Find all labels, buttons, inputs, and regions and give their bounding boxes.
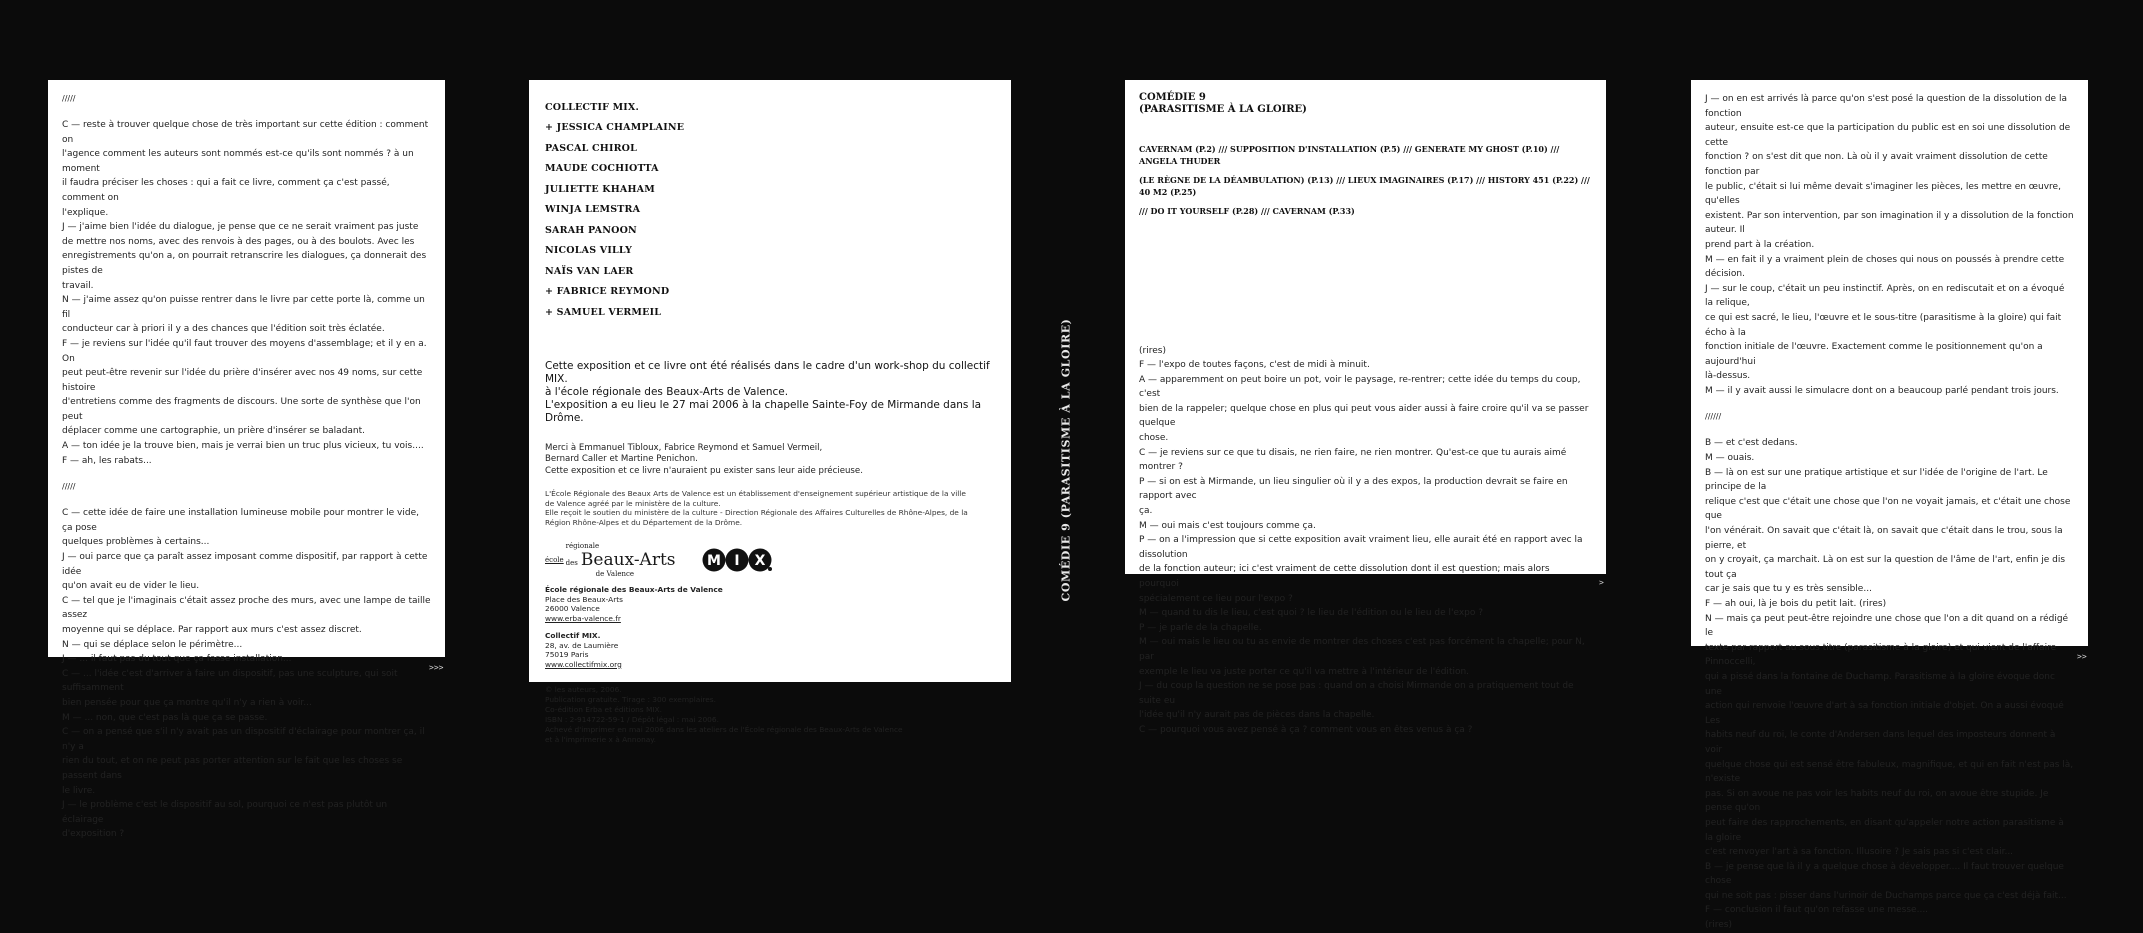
text-line: CAVERNAM (P.2) /// SUPPOSITION D'INSTALLATION (P.5) /// GENERATE MY GHOST (P.10) /// ANGELA THUDER bbox=[1139, 144, 1560, 166]
title-line: COMÉDIE 9 bbox=[1139, 92, 1206, 103]
text-line: spécialement ce lieu pour l'expo ? bbox=[1139, 593, 1293, 604]
logo-word-valence: de Valence bbox=[595, 570, 635, 578]
book-spine-title: COMÉDIE 9 (PARASITISME À LA GLOIRE) bbox=[1059, 318, 1073, 602]
text-line: conducteur car à priori il y a des chances que l'édition soit très éclatée. bbox=[62, 324, 385, 335]
text-line: M — ouais. bbox=[1705, 453, 1755, 464]
text-line: C — tel que je l'imaginais c'était assez proche des murs, avec une lampe de taille assez bbox=[62, 595, 431, 621]
table-of-contents bbox=[1139, 144, 1592, 218]
ecole-beaux-arts-logo bbox=[545, 542, 676, 578]
text-line: COLLECTIF MIX. bbox=[545, 101, 640, 113]
text-line: M — en fait il y a vraiment plein de choses qui nous on poussés à prendre cette décision. bbox=[1705, 254, 2065, 280]
text-line: MAUDE COCHIOTTA bbox=[545, 163, 659, 174]
text-line: Cette exposition et ce livre n'auraient pu exister sans leur aide précieuse. bbox=[545, 465, 863, 476]
address-name: Collectif MIX. bbox=[545, 631, 601, 640]
text-line: car je sais que tu y es très sensible... bbox=[1705, 584, 1872, 595]
text-line: M — oui mais c'est toujours comme ça. bbox=[1139, 520, 1316, 531]
text-line: M — il y avait aussi le simulacre dont on a beaucoup parlé pendant trois jours. bbox=[1705, 385, 2059, 396]
text-line: A — ton idée je la trouve bien, mais je verrai bien un truc plus vicieux, tu vois.... bbox=[62, 441, 424, 452]
text-line: il faudra préciser les choses : qui a fait ce livre, comment ça c'est passé, comment on bbox=[62, 178, 390, 203]
text-line: relique c'est que c'était une chose que l'on ne voyait jamais, et c'était une chose que bbox=[1705, 496, 2071, 522]
text-line: C — cette idée de faire une installation lumineuse mobile pour montrer le vide, ça pose bbox=[62, 508, 419, 533]
dialogue-block bbox=[1139, 344, 1592, 738]
page-dialogue-left bbox=[48, 80, 445, 840]
text-line: de la fonction auteur; ici c'est vraiment de cette dissolution dont il est question; mais alors pourquoi bbox=[1139, 564, 1550, 589]
next-page-link[interactable]: >>> bbox=[429, 663, 444, 672]
text-line: P — si on est à Mirmande, un lieu singulier où il y a des expos, la production devrait se faire en rapport avec bbox=[1139, 476, 1568, 502]
text-line: d'entretiens comme des fragments de discours. Une sorte de synthèse que l'on peut bbox=[62, 397, 421, 422]
text-line: ISBN : 2-914722-59-1 / Dépôt légal : mai 2006. bbox=[545, 715, 719, 724]
text-line: C — je reviens sur ce que tu disais, ne rien faire, ne rien montrer. Qu'est-ce que tu aurais aimé montrer ? bbox=[1139, 447, 1567, 473]
address-city: 75019 Paris bbox=[545, 650, 589, 659]
text-line: F — je reviens sur l'idée qu'il faut trouver des moyens d'assemblage; et il y en a. On bbox=[62, 338, 427, 364]
text-line: C — pourquoi vous avez pensé à ça ? comment vous en êtes venus à ça ? bbox=[1139, 724, 1473, 735]
mix-logo bbox=[702, 547, 772, 573]
text-line: J — du coup la question ne se pose pas : quand on a choisi Mirmande on a pratiquement tout de suite eu bbox=[1139, 681, 1574, 706]
text-line: de Valence agréé par le ministère de la culture. bbox=[545, 498, 721, 508]
text-line: ça. bbox=[1139, 506, 1153, 517]
text-line: là-dessus. bbox=[1705, 371, 1751, 382]
next-page-link[interactable]: > bbox=[1599, 578, 1604, 587]
text-line: N — qui se déplace selon le périmètre... bbox=[62, 639, 243, 650]
text-line: l'idée qu'il n'y aurait pas de pièces dans la chapelle. bbox=[1139, 710, 1375, 721]
text-line: J — sur le coup, c'était un peu instinctif. Après, on en rediscutait et on a évoqué la relique, bbox=[1705, 283, 2065, 309]
text-line: L'École Régionale des Beaux Arts de Valence est un établissement d'enseignement supérieur artistique de la ville bbox=[545, 489, 966, 498]
mix-logo-letter-m: M bbox=[706, 553, 721, 569]
text-line: B — là on est sur une pratique artistique et sur l'idée de l'origine de l'art. Le principe de la bbox=[1705, 467, 2048, 493]
text-line: Publication gratuite. Tirage : 300 exemplaires. bbox=[545, 695, 716, 704]
text-line: J — on en est arrivés là parce qu'on s'est posé la question de la dissolution de la fonction bbox=[1705, 94, 2067, 119]
text-line: B — et c'est dedans. bbox=[1705, 438, 1798, 449]
logo-word-regionale: régionale bbox=[565, 542, 600, 550]
text-line: P — on a l'impression que si cette exposition avait vraiment lieu, elle aurait été en rapport avec la dissolution bbox=[1139, 535, 1583, 560]
text-line: bien pensée pour que ça montre qu'il n'y a rien à voir... bbox=[62, 697, 312, 708]
text-line: travail. bbox=[62, 280, 94, 291]
text-line: WINJA LEMSTRA bbox=[545, 204, 641, 215]
text-line: N — mais ça peut peut-être rejoindre une chose que l'on a dit quand on a rédigé le bbox=[1705, 613, 2069, 639]
address-city: 26000 Valence bbox=[545, 604, 600, 613]
address-street: 28, av. de Laumière bbox=[545, 640, 619, 650]
text-line: quelques problèmes à certains... bbox=[62, 537, 210, 548]
subtitle-line: (PARASITISME À LA GLOIRE) bbox=[1139, 104, 1307, 115]
text-line: le livre. bbox=[62, 785, 96, 796]
text-line: exemple le lieu va juste porter ce qu'il va mettre à l'intérieur de l'édition. bbox=[1139, 666, 1470, 677]
text-line: /// DO IT YOURSELF (P.28) /// CAVERNAM (P.33) bbox=[1139, 206, 1355, 216]
text-line: fonction initiale de l'œuvre. Exactement comme le positionnement qu'on a aujourd'hui bbox=[1705, 342, 2043, 367]
text-line: enregistrements qu'on a, on pourrait retranscrire les dialogues, ça donnerait des pistes de bbox=[62, 251, 427, 276]
text-line: fonction ? on s'est dit que non. Là où il y avait vraiment dissolution de cette fonction par bbox=[1705, 152, 2048, 177]
logo-word-ecole: école bbox=[545, 556, 564, 564]
text-line: J — j'aime bien l'idée du dialogue, je pense que ce ne serait vraiment pas juste bbox=[62, 222, 419, 233]
text-line: M — quand tu dis le lieu, c'est quoi ? le lieu de l'édition ou le lieu de l'expo ? bbox=[1139, 608, 1484, 619]
text-line: J — ... il faut pas du tout que ça fasse installation... bbox=[62, 654, 292, 665]
text-line: Achevé d'imprimer en mai 2006 dans les ateliers de l'École régionale des Beaux-Arts de Valence bbox=[545, 725, 903, 734]
section-separator: ///// bbox=[62, 482, 76, 492]
text-line: B — je pense que là il y a quelque chose à développer.... Il faut trouver quelque chose bbox=[1705, 861, 2064, 887]
text-line: le public, c'était si lui même devait s'imaginer les pièces, les mettre en œuvre, qu'elles bbox=[1705, 181, 2061, 207]
text-line: Cette exposition et ce livre ont été réalisés dans le cadre d'un work-shop du collectif MIX. bbox=[545, 359, 990, 385]
text-line: qu'on avait eu de vider le lieu. bbox=[62, 581, 200, 592]
page-title-contents bbox=[1125, 80, 1606, 735]
text-line: P — je parle de la chapelle. bbox=[1139, 622, 1262, 633]
text-line: existent. Par son intervention, par son imagination il y a dissolution de la fonction auteur. Il bbox=[1705, 210, 2074, 236]
text-line: NICOLAS VILLY bbox=[545, 245, 633, 256]
text-line: JULIETTE KHAHAM bbox=[545, 183, 655, 195]
text-line: qui ne soit pas : pisser dans l'urinoir de Duchamps parce que ça c'est déjà fait... bbox=[1705, 890, 2067, 901]
text-line: A — apparemment on peut boire un pot, voir le paysage, re-rentrer; cette idée du temps du coup, c'est bbox=[1139, 374, 1581, 400]
text-line: l'on vénérait. On savait que c'était là, on savait que c'était dans le trou, sous la pierre, et bbox=[1705, 526, 2063, 551]
text-line: NAÏS VAN LAER bbox=[545, 265, 634, 277]
text-line: M — ... non, que c'est pas là que ça se passe. bbox=[62, 712, 268, 723]
text-line: peut faire des rapprochements, en disant qu'appeler notre action parasitisme à la gloire bbox=[1705, 817, 2064, 843]
text-line: d'exposition ? bbox=[62, 829, 125, 840]
text-line: auteur, ensuite est-ce que la participation du public est en soi une dissolution de cette bbox=[1705, 123, 2071, 148]
section-separator: ////// bbox=[1705, 412, 1722, 422]
text-line: Elle reçoit le soutien du ministère de la culture - Direction Régionale des Affaires Culturelles de Rhône-Alpes, de la bbox=[545, 508, 968, 517]
text-line: rien du tout, et on ne peut pas porter attention sur le fait que les choses se passent dans bbox=[62, 756, 403, 781]
book-title bbox=[1139, 92, 1592, 116]
text-line: on y croyait, ça marchait. Là on est sur la question de l'âme de l'art, enfin je dis tout ça bbox=[1705, 555, 2066, 580]
institution-note bbox=[545, 489, 995, 527]
text-line: moyenne qui se déplace. Par rapport aux murs c'est assez discret. bbox=[62, 625, 362, 635]
text-line: et à l'imprimerie x à Annonay. bbox=[545, 735, 656, 744]
colophon bbox=[545, 685, 995, 745]
dialogue-block bbox=[62, 118, 431, 468]
text-line: (rires) bbox=[1705, 920, 1732, 931]
text-line: (LE RÈGNE DE LA DÉAMBULATION) (P.13) /// LIEUX IMAGINAIRES (P.17) /// HISTORY 451 (P.22) /// 40 M2 (P.25) bbox=[1139, 175, 1590, 197]
text-line: texte par rapport au sous titre (parasitisme à la gloire) et qui vient de l'affaire Pinnoccelli, bbox=[1705, 642, 2057, 668]
mix-logo-letter-x: X bbox=[754, 553, 765, 569]
text-line: © les auteurs, 2006. bbox=[545, 685, 622, 694]
mix-website-link[interactable]: www.collectifmix.org bbox=[545, 659, 622, 669]
text-line: Bernard Caller et Martine Penichon. bbox=[545, 454, 698, 464]
text-line: C — on a pensé que s'il n'y avait pas un dispositif d'éclairage pour montrer ça, il n'y a bbox=[62, 727, 425, 752]
text-line: déplacer comme une cartographie, un prière d'insérer se baladant. bbox=[62, 426, 366, 437]
text-line: pas. Si on avoue ne pas voir les habits neuf du roi, on avoue être stupide. Je pense qu'on bbox=[1705, 788, 2049, 814]
text-line: C — reste à trouver quelque chose de très important sur cette édition : comment on bbox=[62, 120, 429, 145]
dialogue-block bbox=[1705, 436, 2074, 932]
text-line: Co-édition Erba et éditions MIX. bbox=[545, 705, 662, 714]
text-line: chose. bbox=[1139, 433, 1169, 444]
ecole-website-link[interactable]: www.erba-valence.fr bbox=[545, 613, 621, 623]
text-line: de mettre nos noms, avec des renvois à des pages, ou à des boulots. Avec les bbox=[62, 236, 415, 247]
text-line: SARAH PANOON bbox=[545, 224, 637, 236]
text-line: F — ah oui, là je bois du petit lait. (rires) bbox=[1705, 599, 1887, 609]
text-line: (rires) bbox=[1139, 345, 1166, 356]
dialogue-block bbox=[62, 506, 431, 842]
text-line: J — oui parce que ça paraît assez imposant comme dispositif, par rapport à cette idée bbox=[62, 552, 428, 577]
text-line: l'explique. bbox=[62, 207, 109, 218]
text-line: bien de la rappeler; quelque chose en plus qui peut vous aider aussi à faire croire qu'il va se passer quelque bbox=[1139, 403, 1589, 429]
address-name: École régionale des Beaux-Arts de Valence bbox=[545, 585, 723, 594]
credits-list bbox=[545, 102, 995, 318]
text-line: action qui renvoie l'œuvre d'art à sa fonction initiale d'objet. On a aussi évoqué Les bbox=[1705, 701, 2064, 726]
text-line: prend part à la création. bbox=[1705, 239, 1815, 250]
address-street: Place des Beaux-Arts bbox=[545, 594, 623, 604]
page-credits bbox=[529, 80, 1011, 744]
mix-logo-icon bbox=[702, 547, 772, 573]
text-line: F — l'expo de toutes façons, c'est de midi à minuit. bbox=[1139, 360, 1370, 371]
text-line: F — conclusion il faut qu'on refasse une messe.... bbox=[1705, 905, 1929, 916]
logos-row bbox=[545, 543, 995, 577]
address-mix bbox=[545, 631, 995, 669]
text-line: l'agence comment les auteurs sont nommés est-ce qu'ils sont nommés ? à un moment bbox=[62, 149, 414, 174]
dialogue-block bbox=[1705, 92, 2074, 398]
section-separator: ///// bbox=[62, 94, 76, 103]
text-line: M — oui mais le lieu ou tu as envie de montrer des choses c'est pas forcément la chapelle; pour N, par bbox=[1139, 637, 1585, 662]
text-line: habits neuf du roi, le conte d'Andersen dans lequel des imposteurs donnent à voir bbox=[1705, 730, 2056, 755]
logo-word-des: des bbox=[565, 559, 578, 567]
logo-word-beaux-arts: Beaux-Arts bbox=[580, 550, 676, 570]
text-line: J — le problème c'est le dispositif au sol, pourquoi ce n'est pas plutôt un éclairage bbox=[62, 800, 388, 825]
text-line: + FABRICE REYMOND bbox=[545, 286, 670, 297]
page-dialogue-right bbox=[1691, 80, 2088, 931]
text-line: C — ... l'idée c'est d'arriver à faire un dispositif, pas une sculpture, qui soit suffisamment bbox=[62, 668, 398, 694]
text-line: qui a pissé dans la fontaine de Duchamp. Parasitisme à la gloire évoque donc une bbox=[1705, 671, 2055, 697]
text-line: L'exposition a eu lieu le 27 mai 2006 à la chapelle Sainte-Foy de Mirmande dans la Drôme. bbox=[545, 398, 982, 424]
text-line: peut peut-être revenir sur l'idée du prière d'insérer avec nos 49 noms, sur cette histoire bbox=[62, 368, 423, 393]
mix-logo-letter-i: I bbox=[733, 553, 740, 569]
address-ecole bbox=[545, 585, 995, 623]
next-page-link[interactable]: >> bbox=[2077, 652, 2087, 661]
text-line: PASCAL CHIROL bbox=[545, 142, 638, 154]
acknowledgements bbox=[545, 443, 995, 478]
text-line: + JESSICA CHAMPLAINE bbox=[545, 122, 685, 133]
text-line: F — ah, les rabats... bbox=[62, 455, 152, 466]
text-line: Région Rhône-Alpes et du Département de la Drôme. bbox=[545, 517, 743, 527]
text-line: N — j'aime assez qu'on puisse rentrer dans le livre par cette porte là, comme un fil bbox=[62, 295, 425, 320]
text-line: ce qui est sacré, le lieu, l'œuvre et le sous-titre (parasitisme à la gloire) qui fait écho à la bbox=[1705, 312, 2062, 338]
text-line: à l'école régionale des Beaux-Arts de Valence. bbox=[545, 385, 789, 398]
text-line: Merci à Emmanuel Tibloux, Fabrice Reymond et Samuel Vermeil, bbox=[545, 442, 823, 453]
text-line: c'est renvoyer l'art à sa fonction. Illusoire ? Je sais pas si c'est clair... bbox=[1705, 847, 2014, 858]
text-line: + SAMUEL VERMEIL bbox=[545, 306, 662, 318]
project-statement bbox=[545, 360, 995, 425]
text-line: quelque chose qui est sensé être fabuleux, magnifique, et qui en fait n'est pas là, n'existe bbox=[1705, 759, 2074, 785]
